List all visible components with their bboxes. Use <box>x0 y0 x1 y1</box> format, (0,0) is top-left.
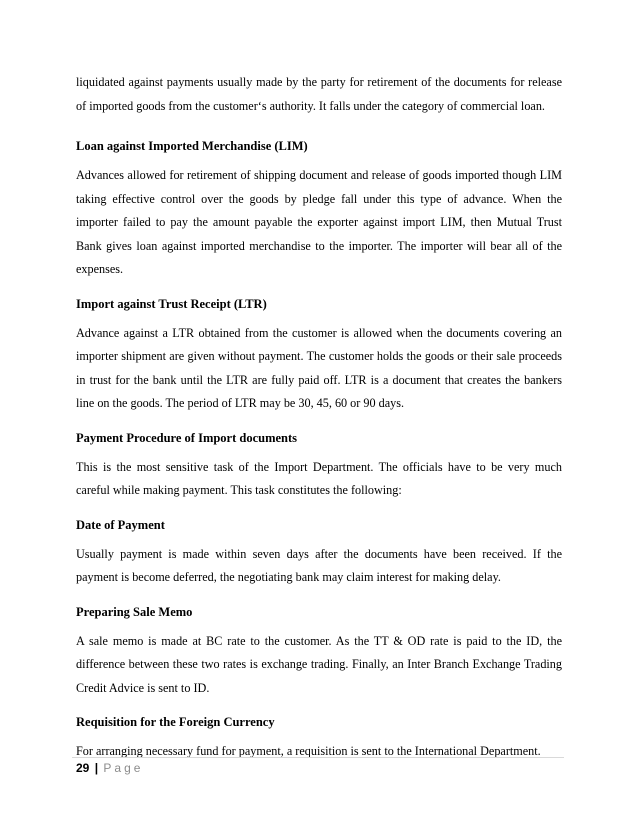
section-heading: Loan against Imported Merchandise (LIM) <box>76 139 308 153</box>
section-payment-procedure <box>76 427 562 503</box>
page-footer <box>76 760 143 776</box>
footer-divider <box>72 757 564 758</box>
section-paragraph: Advances allowed for retirement of shipping document and release of goods imported though LIM taking effective control over the goods by pledge fall under this type of advance. When the importer failed to pay the amount payable the exporter against import LIM, then Mutual Trust Bank gives loan against imported merchandise to the importer. The importer will bear all of the expenses. <box>76 168 562 276</box>
page-number: 29 <box>76 761 90 775</box>
section-heading: Payment Procedure of Import documents <box>76 430 298 445</box>
section-paragraph: Advance against a LTR obtained from the customer is allowed when the documents covering an importer shipment are given without payment. The customer holds the goods or their sale proceeds in trust for the bank until the LTR are fully paid off. LTR is a document that creates the bankers line on the goods. The period of LTR may be 30, 45, 60 or 90 days. <box>76 325 562 410</box>
section-sale-memo <box>76 601 562 701</box>
section-paragraph: For arranging necessary fund for payment, a requisition is sent to the International Department. <box>76 744 541 758</box>
section-requisition <box>76 711 562 764</box>
section-heading: Preparing Sale Memo <box>76 604 193 619</box>
footer-separator: | <box>94 761 99 775</box>
section-ltr <box>76 293 562 416</box>
section-date-of-payment <box>76 514 562 590</box>
intro-paragraph: liquidated against payments usually made by the party for retirement of the documents for release of imported goods from the customer‘s authority. It falls under the category of commercial loan. <box>76 75 562 113</box>
section-heading: Import against Trust Receipt (LTR) <box>76 296 267 311</box>
section-paragraph: A sale memo is made at BC rate to the customer. As the TT & OD rate is paid to the ID, the difference between these two rates is exchange trading. Finally, an Inter Branch Exchange Trading Credit Advice is sent to ID. <box>76 633 562 695</box>
document-body <box>76 71 562 775</box>
section-lim <box>76 135 562 282</box>
section-heading: Date of Payment <box>76 517 165 532</box>
section-paragraph: Usually payment is made within seven days after the documents have been received. If the payment is become deferred, the negotiating bank may claim interest for making delay. <box>76 546 562 584</box>
page-label: Page <box>103 761 144 775</box>
section-heading: Requisition for the Foreign Currency <box>76 715 275 729</box>
section-paragraph: This is the most sensitive task of the Import Department. The officials have to be very much careful while making payment. This task constitutes the following: <box>76 459 562 497</box>
